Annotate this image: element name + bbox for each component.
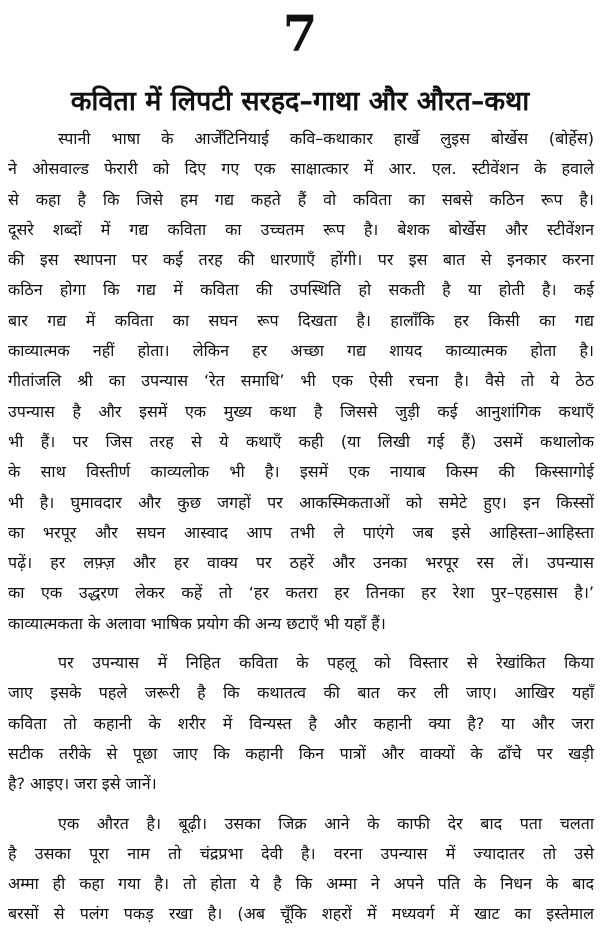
text-line: दूसरे शब्दों में गद्य कविता का उच्चतम रूप है। बेशक बोर्खेस और स्टीवेंशन xyxy=(8,219,594,239)
paragraph xyxy=(8,809,594,930)
text-line: भी हैं। पर जिस तरह से ये कथाएँ कही (या लिखी गई हैं) उसमें कथालोक xyxy=(8,431,594,451)
text-line: भी है। घुमावदार और कुछ जगहों पर आकस्मिकताओं को समेटे हुए। इन किस्सों xyxy=(8,492,594,512)
paragraph xyxy=(8,648,594,799)
text-line: काव्यात्मक नहीं होता। लेकिन हर अच्छा गद्य शायद काव्यात्मक होता है। xyxy=(8,341,594,361)
text-line: का भरपूर और सघन आस्वाद आप तभी ले पाएंगे जब इसे आहिस्ता–आहिस्ता xyxy=(8,522,594,542)
text-line: बरसों से पलंग पकड़ रखा है। (अब चूँकि शहरों में मध्यवर्ग में खाट का इस्तेमाल xyxy=(8,904,594,924)
chapter-title: कविता में लिपटी सरहद–गाथा और औरत–कथा xyxy=(70,86,530,117)
text-line: काव्यात्मकता के अलावा भाषिक प्रयोग की अन्य छटाएँ भी यहाँ हैं। xyxy=(8,613,386,633)
text-line: उपन्यास है और इसमें एक मुख्य कथा है जिससे जुड़ी कई आनुशांगिक कथाएँ xyxy=(8,401,594,421)
text-line: गीतांजलि श्री का उपन्यास ‘रेत समाधि’ भी एक ऐसी रचना है। वैसे तो ये ठेठ xyxy=(8,371,594,391)
text-line: बार गद्य में कविता का सघन रूप दिखता है। हालाँकि हर किसी का गद्य xyxy=(8,310,594,330)
chapter-number: 7 xyxy=(282,4,318,63)
text-line: ने ओसवाल्ड फेरारी को दिए गए एक साक्षात्कार में आर. एल. स्टीवेंशन के हवाले xyxy=(8,159,594,179)
text-line: कठिन होगा कि गद्य में कविता की उपस्थिति हो सकती है या होती है। कई xyxy=(8,280,594,300)
paragraph xyxy=(8,124,594,639)
text-line: अम्मा ही कहा गया है। तो होता ये है कि अम्मा ने अपने पति के निधन के बाद xyxy=(8,874,594,894)
text-line: सटीक तरीके से पूछा जाए कि कहानी किन पात्रों और वाक्यों के ढाँचे पर खड़ी xyxy=(8,743,594,763)
text-line: कविता तो कहानी के शरीर में विन्यस्त है और कहानी क्या है? या और जरा xyxy=(8,713,594,733)
text-line: पढ़ें। हर लफ़्ज़ और हर वाक्य पर ठहरें और उनका भरपूर रस लें। उपन्यास xyxy=(8,553,594,573)
text-line: पर उपन्यास में निहित कविता के पहलू को विस्तार से रेखांकित किया xyxy=(58,653,594,673)
text-line: की इस स्थापना पर कई तरह की धारणाएँ होंगी। पर इस बात से इनकार करना xyxy=(8,250,594,270)
text-line: एक औरत है। बूढ़ी। उसका जिक्र आने के काफी देर बाद पता चलता xyxy=(58,813,594,833)
chapter-body xyxy=(8,124,594,930)
text-line: है? आइए। जरा इसे जानें। xyxy=(8,774,157,794)
text-line: स्पानी भाषा के आर्जेंटिनियाई कवि–कथाकार हार्खे लुइस बोर्खेस (बोर्हेस) xyxy=(58,129,594,148)
text-line: से कहा है कि जिसे हम गद्य कहते हैं वो कविता का सबसे कठिन रूप है। xyxy=(8,189,594,209)
text-line: जाए इसके पहले जरूरी है कि कथातत्व की बात कर ली जाए। आखिर यहाँ xyxy=(8,683,594,703)
text-line: है उसका पूरा नाम तो चंद्रप्रभा देवी है। वरना उपन्यास में ज्यादातर तो उसे xyxy=(8,843,594,863)
text-line: के साथ विस्तीर्ण काव्यलोक भी है। इसमें एक नायाब किस्म की किस्सागोई xyxy=(8,462,594,482)
text-line: का एक उद्धरण लेकर कहें तो ‘हर कतरा हर तिनका हर रेशा पुर–एहसास है।’ xyxy=(8,583,594,603)
